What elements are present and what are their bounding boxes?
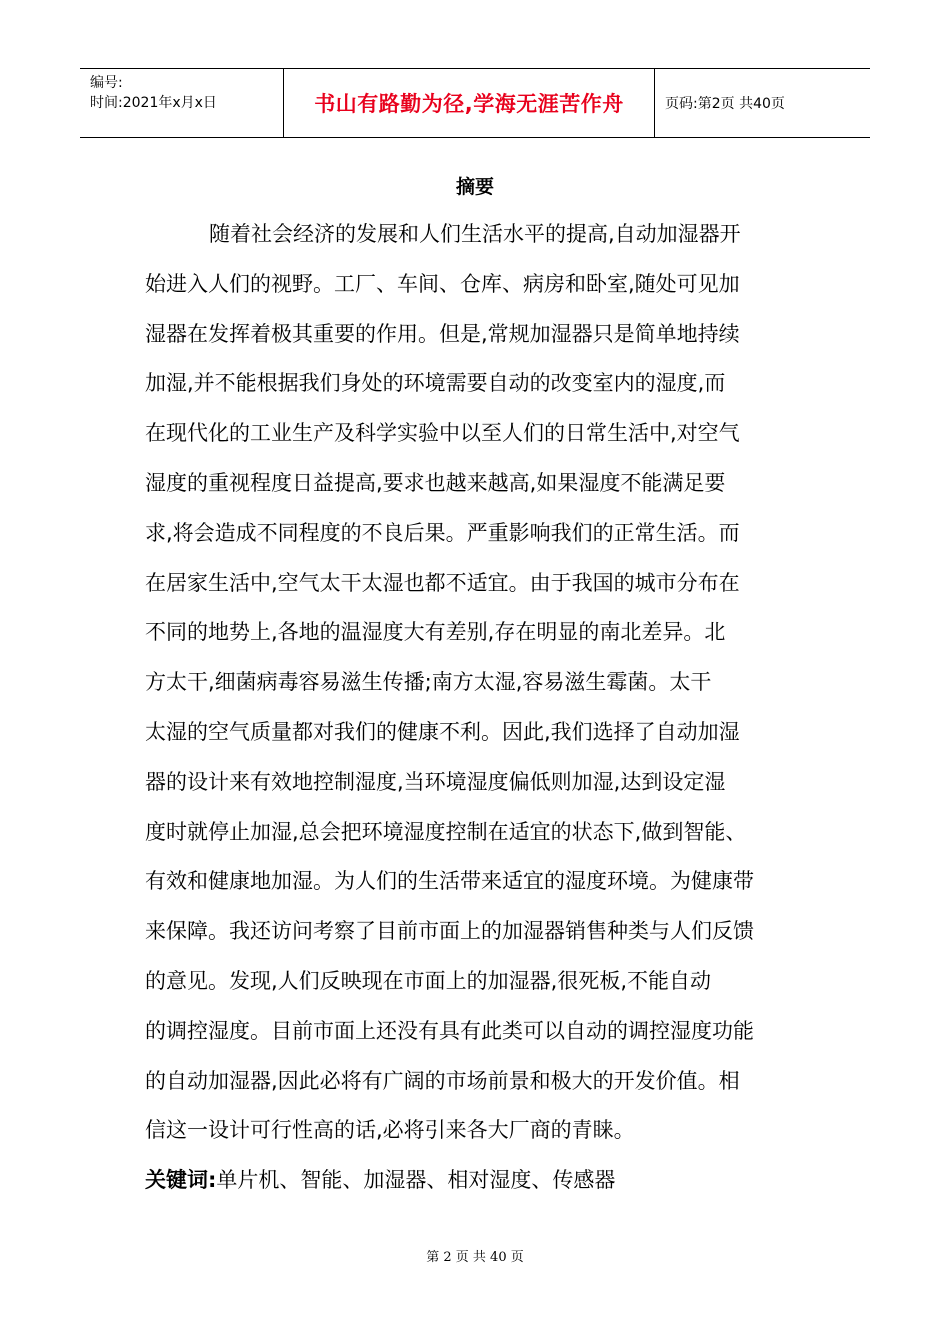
abstract-line: 太湿的空气质量都对我们的健康不利。因此,我们选择了自动加湿 [145,719,740,744]
abstract-line: 器的设计来有效地控制湿度,当环境湿度偏低则加湿,达到设定湿 [145,769,726,794]
abstract-line: 的自动加湿器,因此必将有广阔的市场前景和极大的开发价值。相 [145,1068,740,1093]
keywords-text: 单片机、智能、加湿器、相对湿度、传感器 [216,1168,616,1192]
abstract-line: 不同的地势上,各地的温湿度大有差别,存在明显的南北差异。北 [145,620,726,645]
abstract-line: 湿度的重视程度日益提高,要求也越来越高,如果湿度不能满足要 [145,470,726,495]
abstract-title: 摘要 [455,176,494,198]
abstract-line: 加湿,并不能根据我们身处的环境需要自动的改变室内的湿度,而 [145,371,726,396]
keywords-line [145,1160,615,1200]
keywords-label: 关键词: [145,1168,217,1192]
abstract-line: 方太干,细菌病毒容易滋生传播;南方太湿,容易滋生霉菌。太干 [145,670,712,695]
abstract-line: 随着社会经济的发展和人们生活水平的提高,自动加湿器开 [209,222,741,246]
page-footer: 第 2 页 共 40 页 [426,1250,524,1265]
number-label: 编号: [90,75,123,91]
motto: 书山有路勤为径,学海无涯苦作舟 [283,69,655,137]
abstract-line: 信这一设计可行性高的话,必将引来各大厂商的青睐。 [145,1118,635,1143]
abstract-body [145,210,805,1156]
abstract-line: 度时就停止加湿,总会把环境湿度控制在适宜的状态下,做到智能、 [145,819,747,844]
abstract-line: 来保障。我还访问考察了目前市面上的加湿器销售种类与人们反馈 [145,919,754,944]
abstract-line: 湿器在发挥着极其重要的作用。但是,常规加湿器只是简单地持续 [145,321,740,346]
header-left-cell [80,69,283,137]
abstract-line: 在现代化的工业生产及科学实验中以至人们的日常生活中,对空气 [145,421,740,446]
abstract-line: 有效和健康地加湿。为人们的生活带来适宜的湿度环境。为健康带 [145,869,754,894]
abstract-line: 求,将会造成不同程度的不良后果。严重影响我们的正常生活。而 [145,520,740,545]
time-label: 时间:2021年x月x日 [90,95,217,111]
page-info: 页码:第2页 共40页 [665,96,785,112]
page-header [80,68,870,138]
abstract-line: 的调控湿度。目前市面上还没有具有此类可以自动的调控湿度功能 [145,1018,754,1043]
abstract-line: 在居家生活中,空气太干太湿也都不适宜。由于我国的城市分布在 [145,570,740,595]
abstract-line: 始进入人们的视野。工厂、车间、仓库、病房和卧室,随处可见加 [145,271,740,296]
abstract-line: 的意见。发现,人们反映现在市面上的加湿器,很死板,不能自动 [145,968,712,993]
